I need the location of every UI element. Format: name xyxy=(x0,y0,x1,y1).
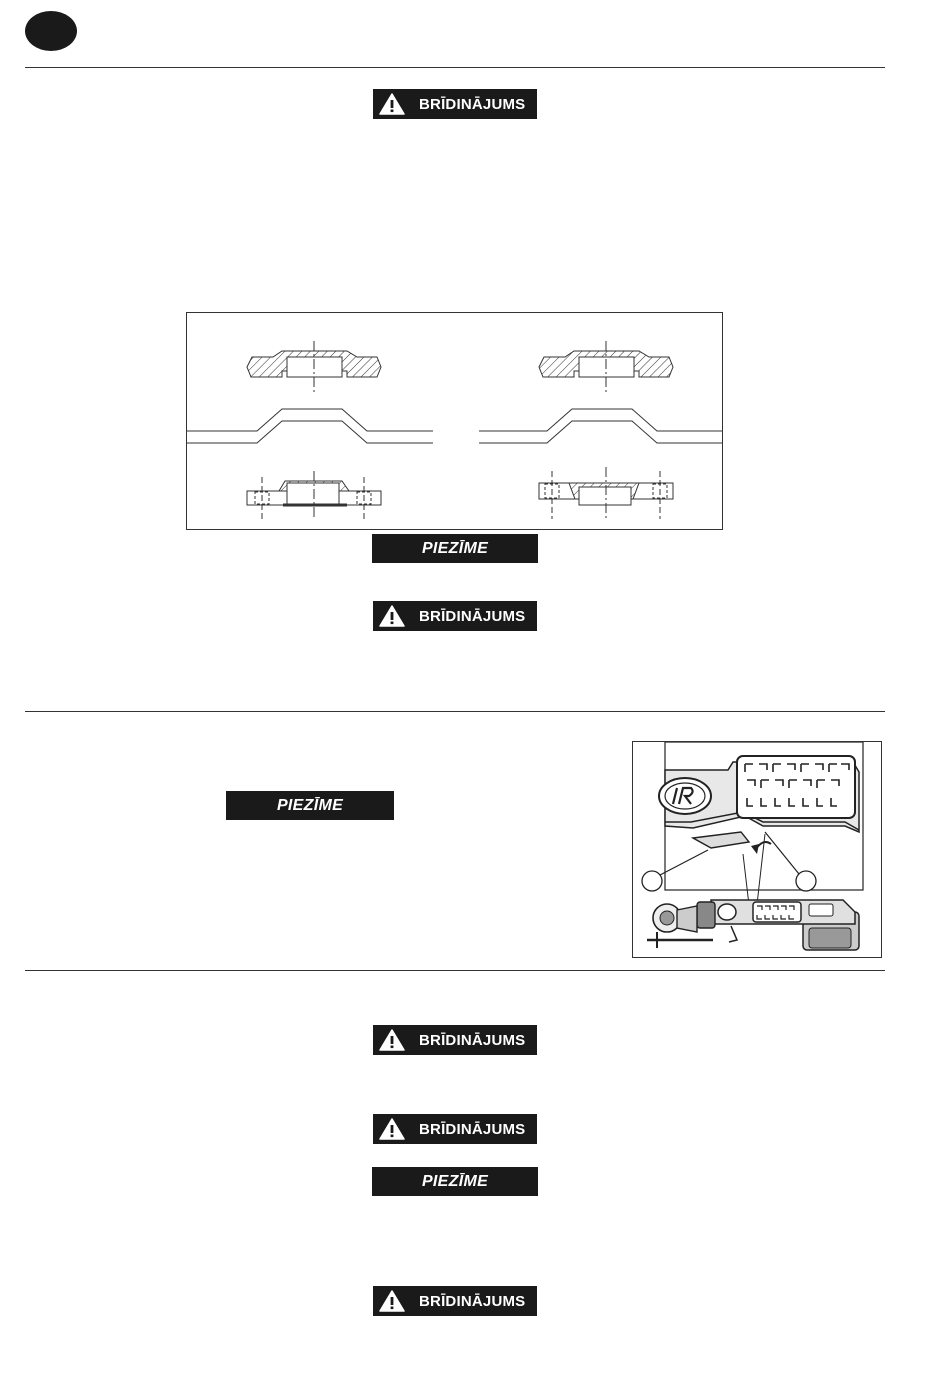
warning-triangle-icon xyxy=(379,93,405,115)
note-label xyxy=(372,1167,538,1196)
warning-triangle-icon xyxy=(379,1029,405,1051)
flange-diagram xyxy=(186,312,723,530)
note-text: PIEZĪME xyxy=(276,796,344,814)
warning-label xyxy=(373,89,537,119)
note-text: PIEZĪME xyxy=(421,539,489,557)
warning-label xyxy=(373,601,537,631)
grinder-switch-photo xyxy=(633,742,881,957)
warning-text: BRĪDINĀJUMS xyxy=(419,1292,526,1310)
warning-text: BRĪDINĀJUMS xyxy=(419,607,526,625)
note-text: PIEZĪME xyxy=(421,1172,489,1190)
warning-text: BRĪDINĀJUMS xyxy=(419,1120,526,1138)
flange-diagram-drawing xyxy=(187,313,722,529)
section-divider xyxy=(25,970,885,971)
note-label xyxy=(226,791,394,820)
language-badge xyxy=(25,11,77,51)
section-divider xyxy=(25,67,885,68)
warning-triangle-icon xyxy=(379,1118,405,1140)
warning-label xyxy=(373,1114,537,1144)
note-label xyxy=(372,534,538,563)
warning-label xyxy=(373,1025,537,1055)
section-divider xyxy=(25,711,885,712)
warning-text: BRĪDINĀJUMS xyxy=(419,95,526,113)
warning-label xyxy=(373,1286,537,1316)
tool-photo xyxy=(632,741,882,958)
warning-triangle-icon xyxy=(379,1290,405,1312)
warning-triangle-icon xyxy=(379,605,405,627)
warning-text: BRĪDINĀJUMS xyxy=(419,1031,526,1049)
